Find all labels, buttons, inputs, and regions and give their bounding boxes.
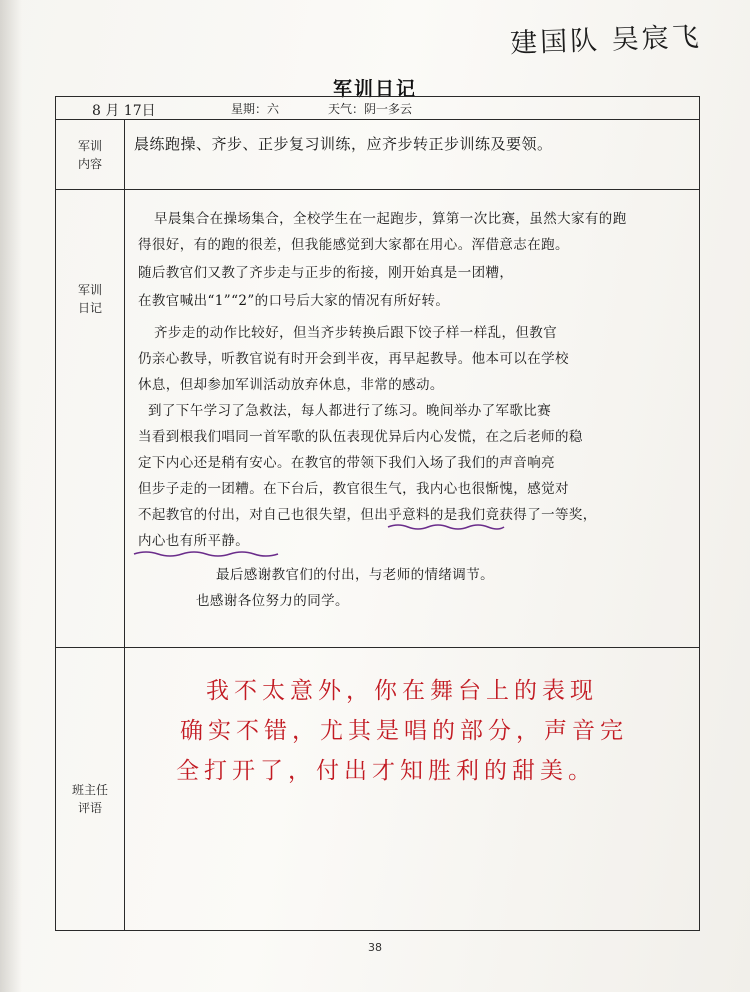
diary-line: 早晨集合在操场集合，全校学生在一起跑步，算第一次比赛，虽然大家有的跑 bbox=[154, 211, 627, 227]
diary-line: 休息，但却参加军训活动放弃休息，非常的感动。 bbox=[138, 377, 444, 393]
diary-row-divider bbox=[56, 647, 699, 648]
training-content: 晨练跑操、齐步、正步复习训练，应齐步转正步训练及要领。 bbox=[134, 135, 553, 153]
diary-line: 内心也有所平静。 bbox=[138, 533, 250, 549]
teacher-comment-line: 全打开了，付出才知胜利的甜美。 bbox=[176, 758, 596, 784]
diary-line: 到了下午学习了急救法，每人都进行了练习。晚间举办了军歌比赛 bbox=[148, 403, 552, 419]
diary-table bbox=[55, 96, 700, 931]
teacher-comment-line: 我不太意外，你在舞台上的表现 bbox=[206, 678, 598, 704]
diary-line: 也感谢各位努力的同学。 bbox=[196, 593, 349, 609]
diary-line: 但步子走的一团糟。在下台后，教官很生气，我内心也很惭愧，感觉对 bbox=[138, 481, 569, 497]
underline-mark bbox=[132, 549, 282, 559]
date-field: 8 月 17日 bbox=[92, 103, 156, 119]
diary-line: 不起教官的付出，对自己也很失望，但出乎意料的是我们竟获得了一等奖， bbox=[138, 507, 597, 523]
page-edge-shadow bbox=[0, 0, 22, 992]
diary-line: 随后教官们又教了齐步走与正步的衔接，刚开始真是一团糟， bbox=[138, 265, 514, 281]
diary-line: 当看到根我们唱同一首军歌的队伍表现优异后内心发慌，在之后老师的稳 bbox=[138, 429, 583, 445]
weather-field: 天气：阴一多云 bbox=[328, 102, 413, 116]
author-handwriting: 建国队 吴宸飞 bbox=[509, 21, 703, 60]
diary-line: 仍亲心教导，听教官说有时开会到半夜，再早起教导。他本可以在学校 bbox=[138, 351, 569, 367]
page-title: 军训日记 bbox=[332, 78, 417, 100]
diary-label: 军训 日记 bbox=[77, 283, 102, 315]
teacher-comment-line: 确实不错，尤其是唱的部分，声音完 bbox=[180, 718, 628, 744]
content-row-divider bbox=[56, 189, 699, 190]
content-label: 军训 内容 bbox=[77, 139, 102, 171]
page-number: 38 bbox=[368, 941, 382, 954]
weekday-field: 星期：六 bbox=[231, 102, 280, 116]
diary-line: 在教官喊出“1”“2”的口号后大家的情况有所好转。 bbox=[138, 293, 450, 309]
diary-line: 最后感谢教官们的付出，与老师的情绪调节。 bbox=[216, 567, 494, 583]
label-column-divider bbox=[124, 119, 125, 930]
comment-label: 班主任 评语 bbox=[71, 783, 108, 815]
date-row bbox=[56, 97, 699, 120]
diary-line: 得很好，有的跑的很差，但我能感觉到大家都在用心。浑借意志在跑。 bbox=[138, 237, 569, 253]
diary-line: 定下内心还是稍有安心。在教官的带领下我们入场了我们的声音响亮 bbox=[138, 455, 555, 471]
diary-line: 齐步走的动作比较好，但当齐步转换后跟下饺子样一样乱，但教官 bbox=[154, 325, 558, 341]
